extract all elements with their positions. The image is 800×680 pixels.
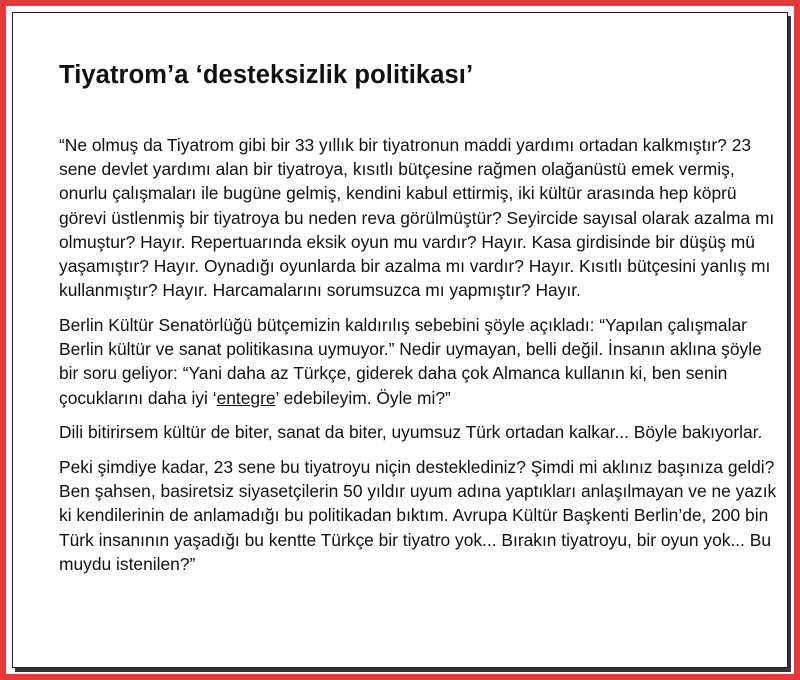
- underlined-word: entegre: [216, 387, 276, 408]
- paragraph-4: Peki şimdiye kadar, 23 sene bu tiyatroyu niçin desteklediniz? Şimdi mi aklınız başınıza geldi? Ben şahsen, basiretsiz siyasetçilerin 50 yıldır uyum adına yaptıkları anlaşılmayan ve ne yazık ki kendilerinin de anlamadığı bu politikadan bıktım. Avrupa Kültür Başkenti Berlin’de, 200 bin Türk insanının yaşadığı bu kentte Türkçe bir tiyatro yok... Bırakın tiyatroyu, bir oyun yok... Bu muydu istenilen?”: [59, 456, 777, 574]
- document-title: Tiyatrom’a ‘desteksizlik politikası’: [59, 61, 474, 89]
- document-panel: [12, 12, 788, 668]
- paragraph-2: [59, 313, 779, 410]
- paragraph-2-text-after: ’ edebileyim. Öyle mi?”: [275, 387, 451, 408]
- document-body: [59, 133, 779, 586]
- paragraph-3: Dili bitirirsem kültür de biter, sanat da biter, uyumsuz Türk ortadan kalkar... Böyle bakıyorlar.: [59, 422, 763, 443]
- paragraph-1: “Ne olmuş da Tiyatrom gibi bir 33 yıllık bir tiyatronun maddi yardımı ortadan kalkmıştır? 23 sene devlet yardımı alan bir tiyatroya, kısıtlı bütçesine rağmen olağanüstü emek vermiş, onurlu çalışmaları ile bugüne gelmiş, kendini kabul ettirmiş, iki kültür arasında hep köprü görevi üstlenmiş bir tiyatroya bu neden reva görülmüştür? Seyircide sayısal olarak azalma mı olmuştur? Hayır. Repertuarında eksik oyun mu vardır? Hayır. Kasa girdisinde bir düşüş mü yaşamıştır? Hayır. Oynadığı oyunlarda bir azalma mı vardır? Hayır. Kısıtlı bütçesini yanlış mı kullanmıştır? Hayır. Harcamalarını sorumsuzca mı yapmıştır? Hayır.: [59, 135, 775, 301]
- paragraph-2-text-before: Berlin Kültür Senatörlüğü bütçemizin kaldırılış sebebini şöyle açıkladı: “Yapılan çalışmalar Berlin kültür ve sanat politikasına uymuyor.” Nedir uymayan, belli değil. İnsanın aklına şöyle bir soru geliyor: “Yani daha az Türkçe, giderek daha çok Almanca kullanın ki, ben senin çocuklarını daha iyi ‘: [59, 314, 762, 408]
